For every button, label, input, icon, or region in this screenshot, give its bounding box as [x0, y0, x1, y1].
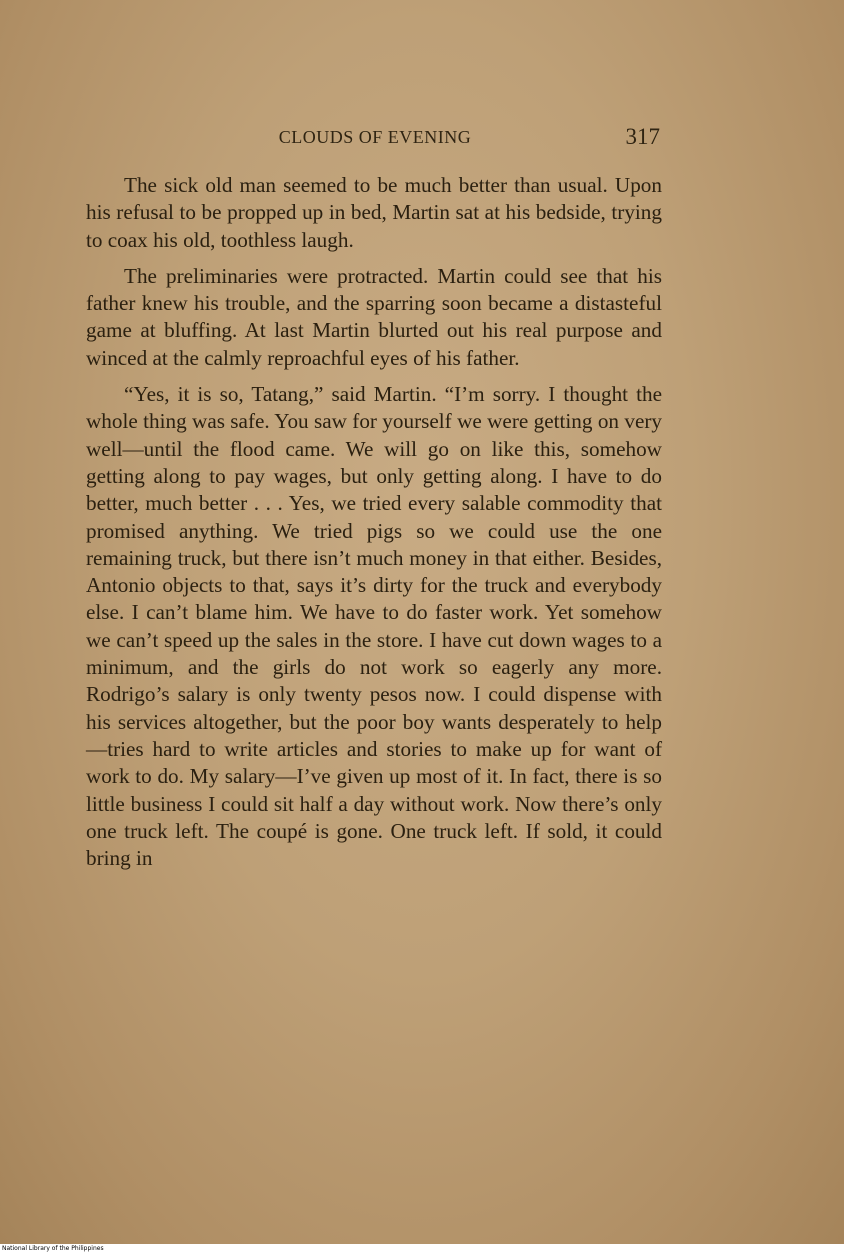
- paragraph: The sick old man seemed to be much better than usual. Upon his refusal to be propped up in bed, Martin sat at his bedside, trying to coax his old, toothless laugh.: [86, 173, 662, 252]
- page-header: [88, 124, 662, 154]
- footer-credit: National Library of the Philippines: [2, 1245, 104, 1252]
- page-number: 317: [625, 124, 660, 149]
- footer-strip: [0, 1244, 844, 1253]
- paragraph: “Yes, it is so, Tatang,” said Martin. “I’m sorry. I thought the whole thing was safe. You saw for yourself we were getting on very well—until the flood came. We will go on like this, somehow getting along to pay wages, but only getting along. I have to do better, much better . . . Yes, we tried every salable commodity that promised anything. We tried pigs so we could use the one remaining truck, but there isn’t much money in that either. Besides, Antonio objects to that, says it’s dirty for the truck and everybody else. I can’t blame him. We have to do faster work. Yet somehow we can’t speed up the sales in the store. I have cut down wages to a minimum, and the girls do not work so eagerly any more. Rodrigo’s salary is only twenty pesos now. I could dispense with his services altogether, but the poor boy wants desperately to help—tries hard to write articles and stories to make up for want of work to do. My salary—I’ve given up most of it. In fact, there is so little business I could sit half a day without work. Now there’s only one truck left. The coupé is gone. One truck left. If sold, it could bring in: [86, 382, 662, 871]
- body-text: [86, 172, 662, 881]
- paragraph: The preliminaries were protracted. Martin could see that his father knew his trouble, and the sparring soon became a distasteful game at bluffing. At last Martin blurted out his real purpose and winced at the calmly reproachful eyes of his father.: [86, 263, 662, 370]
- running-title: CLOUDS OF EVENING: [278, 127, 472, 147]
